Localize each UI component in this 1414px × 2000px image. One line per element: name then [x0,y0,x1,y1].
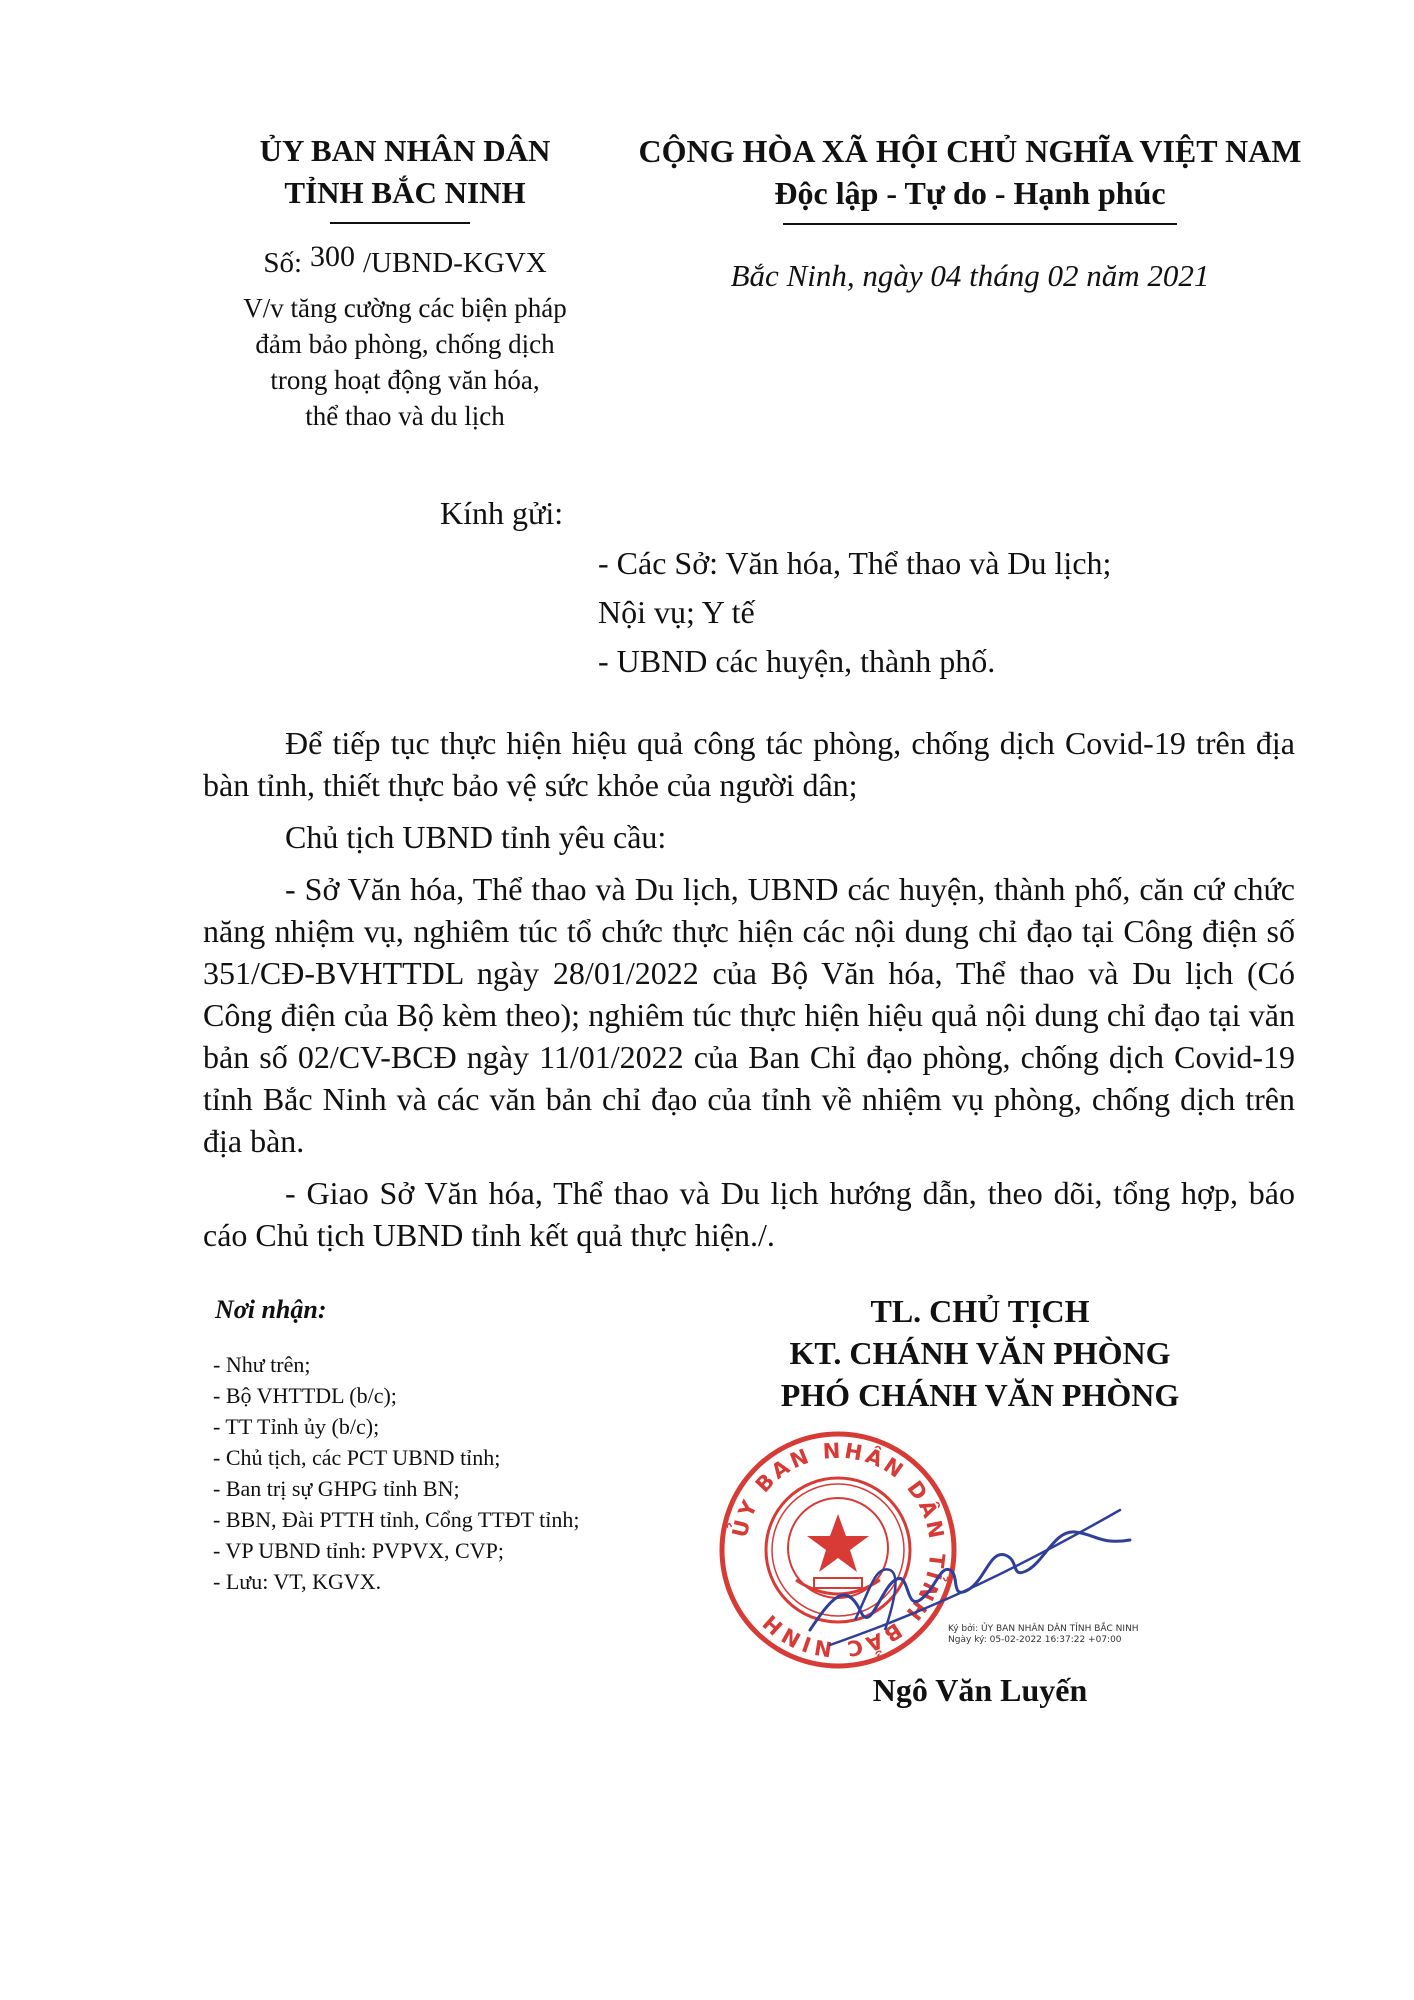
recipient-label: Kính gửi: [440,495,564,531]
signer-name: Ngô Văn Luyến [872,1672,1088,1708]
subject-line: đảm bảo phòng, chống dịch [255,329,555,359]
distribution-item: - Ban trị sự GHPG tỉnh BN; [213,1476,460,1501]
distribution-title: Nơi nhận: [215,1295,327,1324]
body-paragraph: - Sở Văn hóa, Thể thao và Du lịch, UBND các huyện, thành phố, căn cứ chức năng nhiệm vụ, nghiêm túc tổ chức thực hiện các nội dung chỉ đạo tại Công điện số 351/CĐ-BVHTTDL ngày 28/01/2022 của Bộ Văn hóa, Thể thao và Du lịch (Có Công điện của Bộ kèm theo); nghiêm túc thực hiện hiệu quả nội dung chỉ đạo tại văn bản số 02/CV-BCĐ ngày 11/01/2022 của Ban Chỉ đạo phòng, chống dịch Covid-19 tỉnh Bắc Ninh và các văn bản chỉ đạo của tỉnh về nhiệm vụ phòng, chống dịch trên địa bàn. [203,871,1295,1159]
body-paragraph: Để tiếp tục thực hiện hiệu quả công tác phòng, chống dịch Covid-19 trên địa bàn tỉnh, thiết thực bảo vệ sức khỏe của người dân; [203,725,1295,803]
national-motto: Độc lập - Tự do - Hạnh phúc [774,175,1166,211]
signatory-title-2: KT. CHÁNH VĂN PHÒNG [789,1335,1171,1371]
digital-sign-date: Ngày ký: 05-02-2022 16:37:22 +07:00 [948,1635,1122,1645]
national-header [630,130,1310,214]
distribution-item: - Chủ tịch, các PCT UBND tỉnh; [213,1445,501,1470]
subject-line: V/v tăng cường các biện pháp [243,293,567,323]
distribution-item: - Như trên; [213,1352,311,1377]
document-body [203,722,1295,1266]
signatory-title-3: PHÓ CHÁNH VĂN PHÒNG [780,1377,1180,1413]
signatory-title-1: TL. CHỦ TỊCH [870,1293,1090,1329]
digital-signer: Ký bởi: ỦY BAN NHÂN DÂN TỈNH BẮC NINH [948,1624,1139,1634]
document-number [180,240,630,283]
issuer-divider [330,222,470,224]
recipient-item: - UBND các huyện, thành phố. [598,643,996,679]
body-paragraph: Chủ tịch UBND tỉnh yêu cầu: [285,819,667,855]
subject-summary [200,290,610,434]
issuer-line-2: TỈNH BẮC NINH [284,175,526,210]
digital-signature-info [948,1624,1139,1646]
body-paragraph: - Giao Sở Văn hóa, Thể thao và Du lịch hướng dẫn, theo dõi, tổng hợp, báo cáo Chủ tịch UBND tỉnh kết quả thực hiện./. [203,1175,1295,1253]
recipient-item: - Các Sở: Văn hóa, Thể thao và Du lịch; [598,545,1112,581]
distribution-item: - TT Tỉnh ủy (b/c); [213,1414,380,1439]
issuer-header [180,130,630,214]
recipient-item: Nội vụ; Y tế [598,594,755,630]
distribution-item: - BBN, Đài PTTH tỉnh, Cổng TTĐT tỉnh; [213,1507,580,1532]
document-number-prefix: Số: [263,247,302,279]
distribution-item: - VP UBND tỉnh: PVPVX, CVP; [213,1538,504,1563]
national-divider [783,223,1177,225]
document-date: Bắc Ninh, ngày 04 tháng 02 năm 2021 [730,258,1210,293]
distribution-list [213,1349,579,1597]
subject-line: thể thao và du lịch [305,401,505,431]
svg-text:ỦY BAN NHÂN DÂN TỈNH BẮC NINH: ỦY BAN NHÂN DÂN TỈNH BẮC NINH [727,1438,950,1662]
national-title: CỘNG HÒA XÃ HỘI CHỦ NGHĨA VIỆT NAM [638,133,1302,169]
distribution-item: - Bộ VHTTDL (b/c); [213,1383,397,1408]
document-number-suffix: /UBND-KGVX [363,247,547,279]
document-number-value: 300 [310,240,355,273]
issuer-line-1: ỦY BAN NHÂN DÂN [259,133,551,168]
signatory-titles [720,1290,1240,1416]
subject-line: trong hoạt động văn hóa, [270,365,540,395]
distribution-item: - Lưu: VT, KGVX. [213,1569,382,1594]
